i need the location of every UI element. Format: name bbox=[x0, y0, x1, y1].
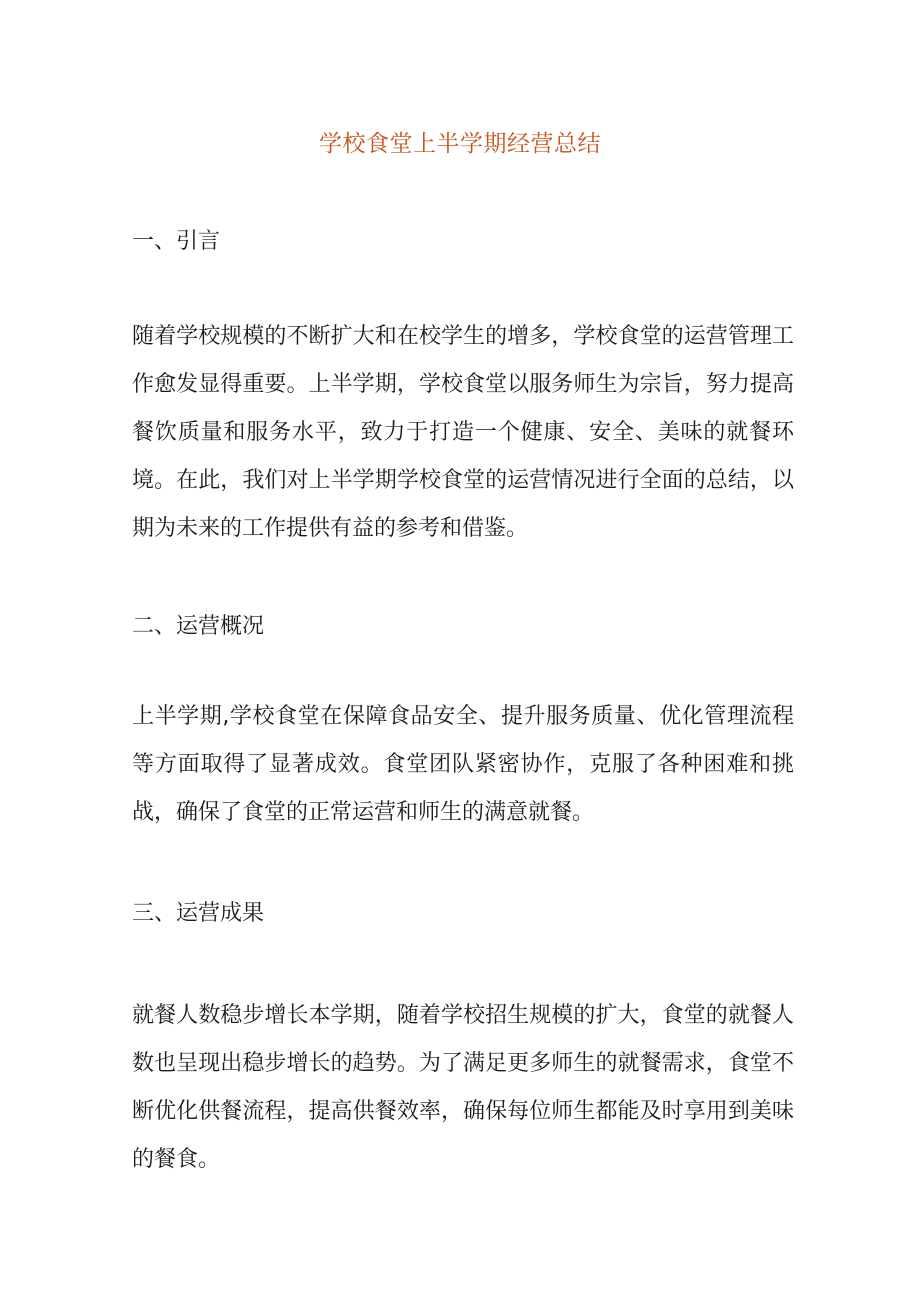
section-paragraph-introduction: 随着学校规模的不断扩大和在校学生的增多，学校食堂的运营管理工作愈发显得重要。上半学期，学校食堂以服务师生为宗旨，努力提高餐饮质量和服务水平，致力于打造一个健康、安全、美味的就餐环境。在此，我们对上半学期学校食堂的运营情况进行全面的总结，以期为未来的工作提供有益的参考和借鉴。 bbox=[132, 324, 794, 541]
section-heading-operations-overview: 二、运营概况 bbox=[132, 614, 265, 639]
section-heading-operations-results: 三、运营成果 bbox=[132, 901, 265, 926]
section-paragraph-operations-results: 就餐人数稳步增长本学期，随着学校招生规模的扩大，食堂的就餐人数也呈现出稳步增长的趋势。为了满足更多师生的就餐需求，食堂不断优化供餐流程，提高供餐效率，确保每位师生都能及时享用到美味的餐食。 bbox=[132, 1003, 794, 1172]
document-title: 学校食堂上半学期经营总结 bbox=[319, 131, 601, 157]
section-heading-introduction: 一、引言 bbox=[132, 229, 221, 254]
section-paragraph-operations-overview: 上半学期,学校食堂在保障食品安全、提升服务质量、优化管理流程等方面取得了显著成效。食堂团队紧密协作，克服了各种困难和挑战，确保了食堂的正常运营和师生的满意就餐。 bbox=[132, 704, 794, 825]
